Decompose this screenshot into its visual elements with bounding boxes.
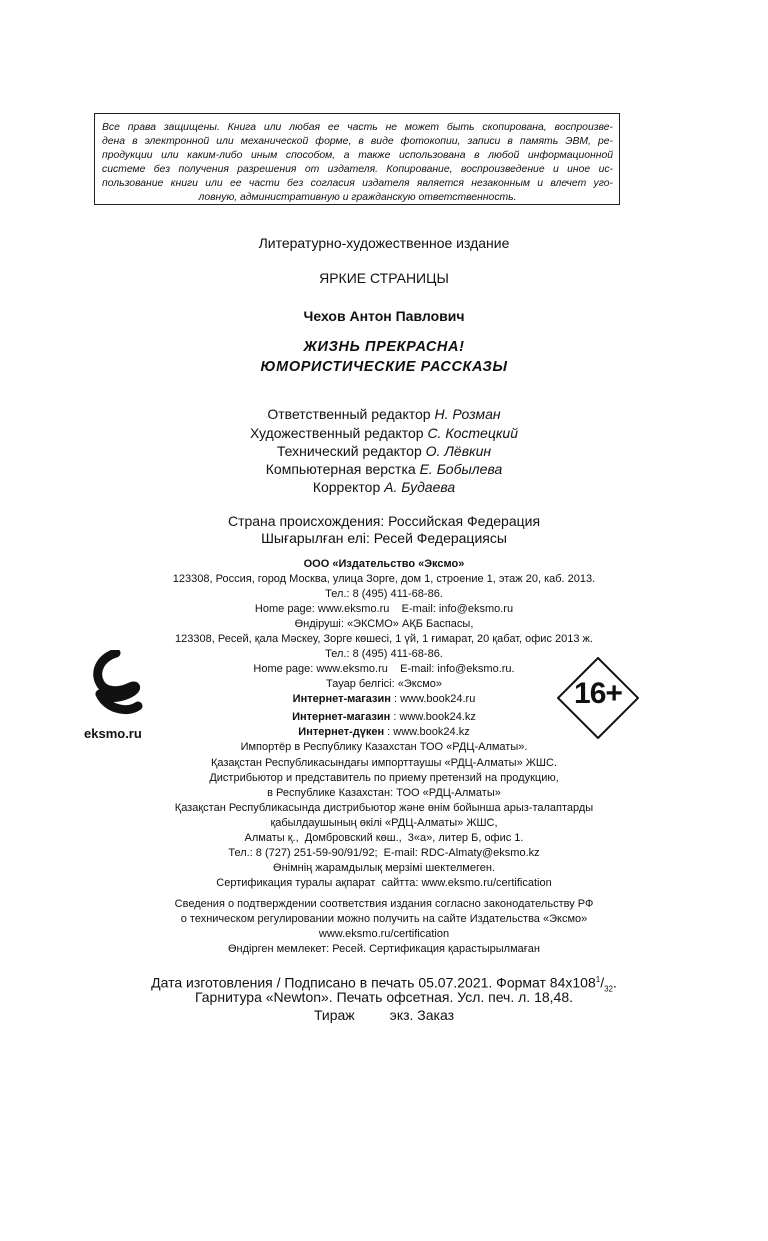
origin-country: Страна происхождения: Российская Федерация [227, 513, 541, 529]
editor-name: О. Лёвкин [425, 443, 492, 459]
format-numerator: 1 [595, 975, 601, 984]
certification-line: Сведения о подтверждении соответствия издания согласно законодательству РФ [174, 898, 594, 910]
book-title-line2: ЮМОРИСТИЧЕСКИЕ РАССКАЗЫ [260, 359, 508, 375]
kz-line: Сертификация туралы ақпарат сайтта: www.eksmo.ru/certification [216, 877, 552, 889]
editor-line [0, 479, 768, 495]
imprint-line2: Гарнитура «Newton». Печать офсетная. Усл. печ. л. 18,48. [194, 989, 574, 1005]
editor-name: Н. Розман [434, 406, 501, 422]
manufacturer-kz: Өндіруші: «ЭКСМО» АҚБ Баспасы, [294, 618, 474, 630]
origin-country-kz: Шығарылған елі: Ресей Федерациясы [261, 530, 507, 546]
imprint-text: Дата изготовления / Подписано в печать 05.07.2021. Формат 84x108 [151, 974, 596, 991]
imprint-line3: Тираж экз. Заказ [313, 1007, 455, 1023]
kz-line: Өнімнің жарамдылық мерзімі шектелмеген. [273, 862, 495, 874]
edition-type: Литературно-художественное издание [258, 235, 510, 251]
rights-line: системе без получения разрешения от издателя. Копирование, воспроизведение и иное ис- [102, 163, 613, 175]
kz-line: қабылдаушының өкілі «РДЦ-Алматы» ЖШС, [270, 817, 498, 829]
address-kz: 123308, Ресей, қала Мәскеу, Зорге көшесі, 1 үй, 1 ғимарат, 20 қабат, офис 2013 ж. [175, 633, 593, 645]
kz-line: Дистрибьютор и представитель по приему претензий на продукцию, [209, 772, 559, 784]
publisher-phone: Тел.: 8 (495) 411-68-86. [325, 588, 443, 600]
web-kz: Home page: www.eksmo.ru E-mail: info@eksmo.ru. [253, 663, 515, 675]
editor-role: Компьютерная верстка [265, 461, 416, 477]
age-rating-label: 16+ [574, 677, 622, 710]
shop-kz [0, 710, 768, 725]
rights-line: пользование книги или ее части без согласия издателя является незаконным и влечет уго- [102, 177, 613, 189]
series-name: ЯРКИЕ СТРАНИЦЫ [319, 270, 449, 286]
rights-line: Все права защищены. Книга или любая ее часть не может быть скопирована, воспроизве- [102, 122, 613, 133]
editor-line [0, 443, 768, 459]
publisher-address: 123308, Россия, город Москва, улица Зорге, дом 1, строение 1, этаж 20, каб. 2013. [172, 573, 596, 585]
shop-kz-local [0, 725, 768, 740]
editor-line [0, 406, 768, 422]
kz-line: в Республике Казахстан: ТОО «РДЦ-Алматы» [267, 787, 501, 799]
publisher-web: Home page: www.eksmo.ru E-mail: info@eksmo.ru [254, 603, 514, 615]
shop-label: Интернет-магазин [292, 711, 391, 723]
certification-line: Өндірген мемлекет: Ресей. Сертификация қарастырылмаған [228, 943, 540, 955]
phone-kz: Тел.: 8 (495) 411-68-86. [325, 648, 443, 660]
shop-url: : www.book24.kz [390, 711, 476, 723]
publisher-name: ООО «Издательство «Эксмо» [303, 558, 465, 570]
rights-notice [94, 113, 620, 205]
shop-url: : www.book24.kz [384, 726, 470, 738]
certification-line: о техническом регулировании можно получить на сайте Издательства «Эксмо» [180, 913, 588, 925]
kz-line: Импортёр в Республику Казахстан ТОО «РДЦ-Алматы». [240, 741, 528, 753]
shop-label: Интернет-магазин [292, 693, 391, 705]
logo-text: eksmo.ru [84, 726, 142, 741]
rights-line: ловную, административную и гражданскую ответственность. [198, 191, 517, 203]
editor-name: С. Костецкий [427, 425, 518, 441]
editor-role: Корректор [312, 479, 381, 495]
imprint-end: . [612, 974, 617, 991]
editor-role: Художественный редактор [249, 425, 424, 441]
editor-role: Ответственный редактор [267, 406, 431, 422]
certification-line: www.eksmo.ru/certification [318, 928, 450, 940]
editor-name: А. Будаева [384, 479, 456, 495]
kz-line: Қазақстан Республикасында дистрибьютор және өнім бойынша арыз-талаптарды [174, 802, 594, 814]
format-denominator: 32 [604, 984, 613, 994]
kz-line: Алматы қ., Домбровский көш., 3«а», литер Б, офис 1. [244, 832, 524, 844]
shop-label-kz: Интернет-дүкен [298, 726, 385, 738]
editor-role: Технический редактор [276, 443, 422, 459]
author-name: Чехов Антон Павлович [303, 308, 465, 324]
format-slash: / [600, 974, 605, 991]
rights-line: продукции или каким-либо иным способом, а также использована в любой информационной [102, 149, 613, 161]
book-title-line1: ЖИЗНЬ ПРЕКРАСНА! [303, 339, 465, 355]
editor-line [0, 461, 768, 477]
shop-url: : www.book24.ru [390, 693, 476, 705]
editor-line [0, 425, 768, 441]
trademark-kz: Тауар белгісі: «Эксмо» [325, 678, 442, 690]
kz-line: Қазақстан Республикасындағы импорттаушы «РДЦ-Алматы» ЖШС. [210, 757, 558, 769]
rights-line: дена в электронной или механической форме, в виде фотокопии, записи в память ЭВМ, ре- [102, 135, 613, 147]
editor-name: Е. Бобылева [419, 461, 503, 477]
kz-line: Тел.: 8 (727) 251-59-90/91/92; E-mail: RDC-Almaty@eksmo.kz [228, 847, 540, 859]
